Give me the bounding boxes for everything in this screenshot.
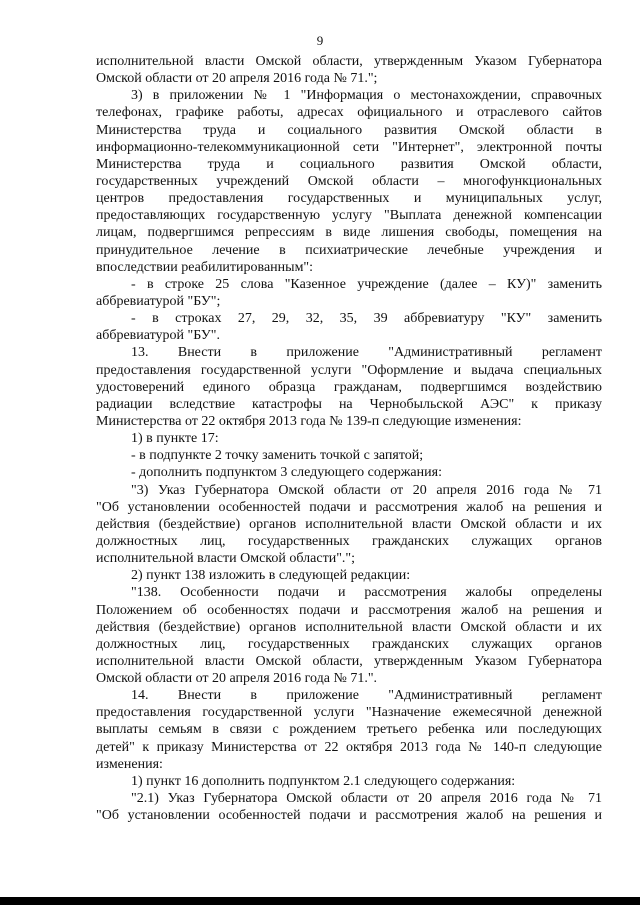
text-line: - в строке 25 слова "Казенное учреждение (далее – КУ)" заменить	[131, 276, 602, 292]
text-line: исполнительной власти Омской области, утвержденным Указом Губернатора	[96, 653, 602, 669]
scan-edge-bar	[0, 897, 640, 905]
text-line: аббревиатурой "БУ".	[96, 328, 220, 344]
text-line: Министерства труда и социального развития Омской области в	[96, 122, 602, 138]
text-line: радиации вследствие катастрофы на Чернобыльской АЭС" к приказу	[96, 396, 602, 412]
text-line: "Об установлении особенностей подачи и рассмотрения жалоб на решения и	[96, 499, 602, 515]
text-line: действия (бездействие) органов исполнительной власти Омской области и их	[96, 516, 602, 532]
text-line: Омской области от 20 апреля 2016 года № 71.";	[96, 71, 378, 87]
text-line: телефонах, графике работы, адресах официального и отраслевого сайтов	[96, 105, 602, 121]
text-line: - в подпункте 2 точку заменить точкой с запятой;	[131, 448, 424, 464]
text-line: Министерства труда и социального развития Омской области,	[96, 156, 602, 172]
text-line: - дополнить подпунктом 3 следующего содержания:	[131, 465, 442, 481]
text-line: должностных лиц, государственных гражданских служащих органов	[96, 533, 602, 549]
text-line: государственных учреждений Омской области – многофункциональных	[96, 173, 602, 189]
text-line: - в строках 27, 29, 32, 35, 39 аббревиатуру "КУ" заменить	[131, 311, 602, 327]
text-line: информационно-телекоммуникационной сети "Интернет", электронной почты	[96, 139, 602, 155]
text-line: "3) Указ Губернатора Омской области от 20 апреля 2016 года № 71	[131, 482, 602, 498]
text-line: действия (бездействие) органов исполнительной власти Омской области и их	[96, 619, 602, 635]
text-line: выплаты семьям в связи с рождением третьего ребенка или последующих	[96, 722, 602, 738]
text-line: предоставляющих государственную услугу "Выплата денежной компенсации	[96, 208, 602, 224]
text-line: Министерства от 22 октября 2013 года № 139-п следующие изменения:	[96, 413, 522, 429]
text-line: должностных лиц, государственных гражданских служащих органов	[96, 636, 602, 652]
text-line: предоставления государственной услуги "Назначение ежемесячной денежной	[96, 705, 602, 721]
text-line: Омской области от 20 апреля 2016 года № 71.".	[96, 671, 378, 687]
text-line: "Об установлении особенностей подачи и рассмотрения жалоб на решения и	[96, 808, 602, 824]
text-line: 1) в пункте 17:	[131, 431, 219, 447]
document-body	[96, 53, 602, 824]
text-line: "138. Особенности подачи и рассмотрения жалобы определены	[131, 585, 602, 601]
text-line: лицам, подвергшимся репрессиям в виде лишения свободы, помещения на	[96, 225, 602, 241]
text-line: "2.1) Указ Губернатора Омской области от 20 апреля 2016 года № 71	[131, 791, 602, 807]
page-number: 9	[316, 33, 324, 48]
text-line: 14. Внести в приложение "Административный регламент	[131, 688, 602, 704]
text-line: предоставления государственной услуги "Оформление и выдача специальных	[96, 362, 602, 378]
text-line: 13. Внести в приложение "Административный регламент	[131, 345, 602, 361]
text-line: Положением об особенностях подачи и рассмотрения жалоб на решения и	[96, 602, 602, 618]
text-line: исполнительной власти Омской области, утвержденным Указом Губернатора	[96, 54, 602, 69]
text-line: 1) пункт 16 дополнить подпунктом 2.1 следующего содержания:	[131, 773, 516, 789]
text-line: изменения:	[96, 756, 163, 772]
text-line: аббревиатурой "БУ";	[96, 293, 221, 309]
text-line: центров предоставления государственных и муниципальных услуг,	[96, 191, 602, 207]
text-line: исполнительной власти Омской области".";	[96, 551, 356, 567]
text-line: 2) пункт 138 изложить в следующей редакции:	[131, 568, 411, 584]
text-line: детей" к приказу Министерства от 22 октября 2013 года № 140-п следующие	[96, 739, 602, 755]
text-line: впоследствии реабилитированным":	[96, 259, 314, 275]
text-line: 3) в приложении № 1 "Информация о местонахождении, справочных	[131, 88, 602, 104]
text-line: удостоверений единого образца гражданам, подвергшимся воздействию	[96, 379, 602, 395]
text-line: принудительное лечение в психиатрические лечебные учреждения и	[96, 242, 602, 258]
